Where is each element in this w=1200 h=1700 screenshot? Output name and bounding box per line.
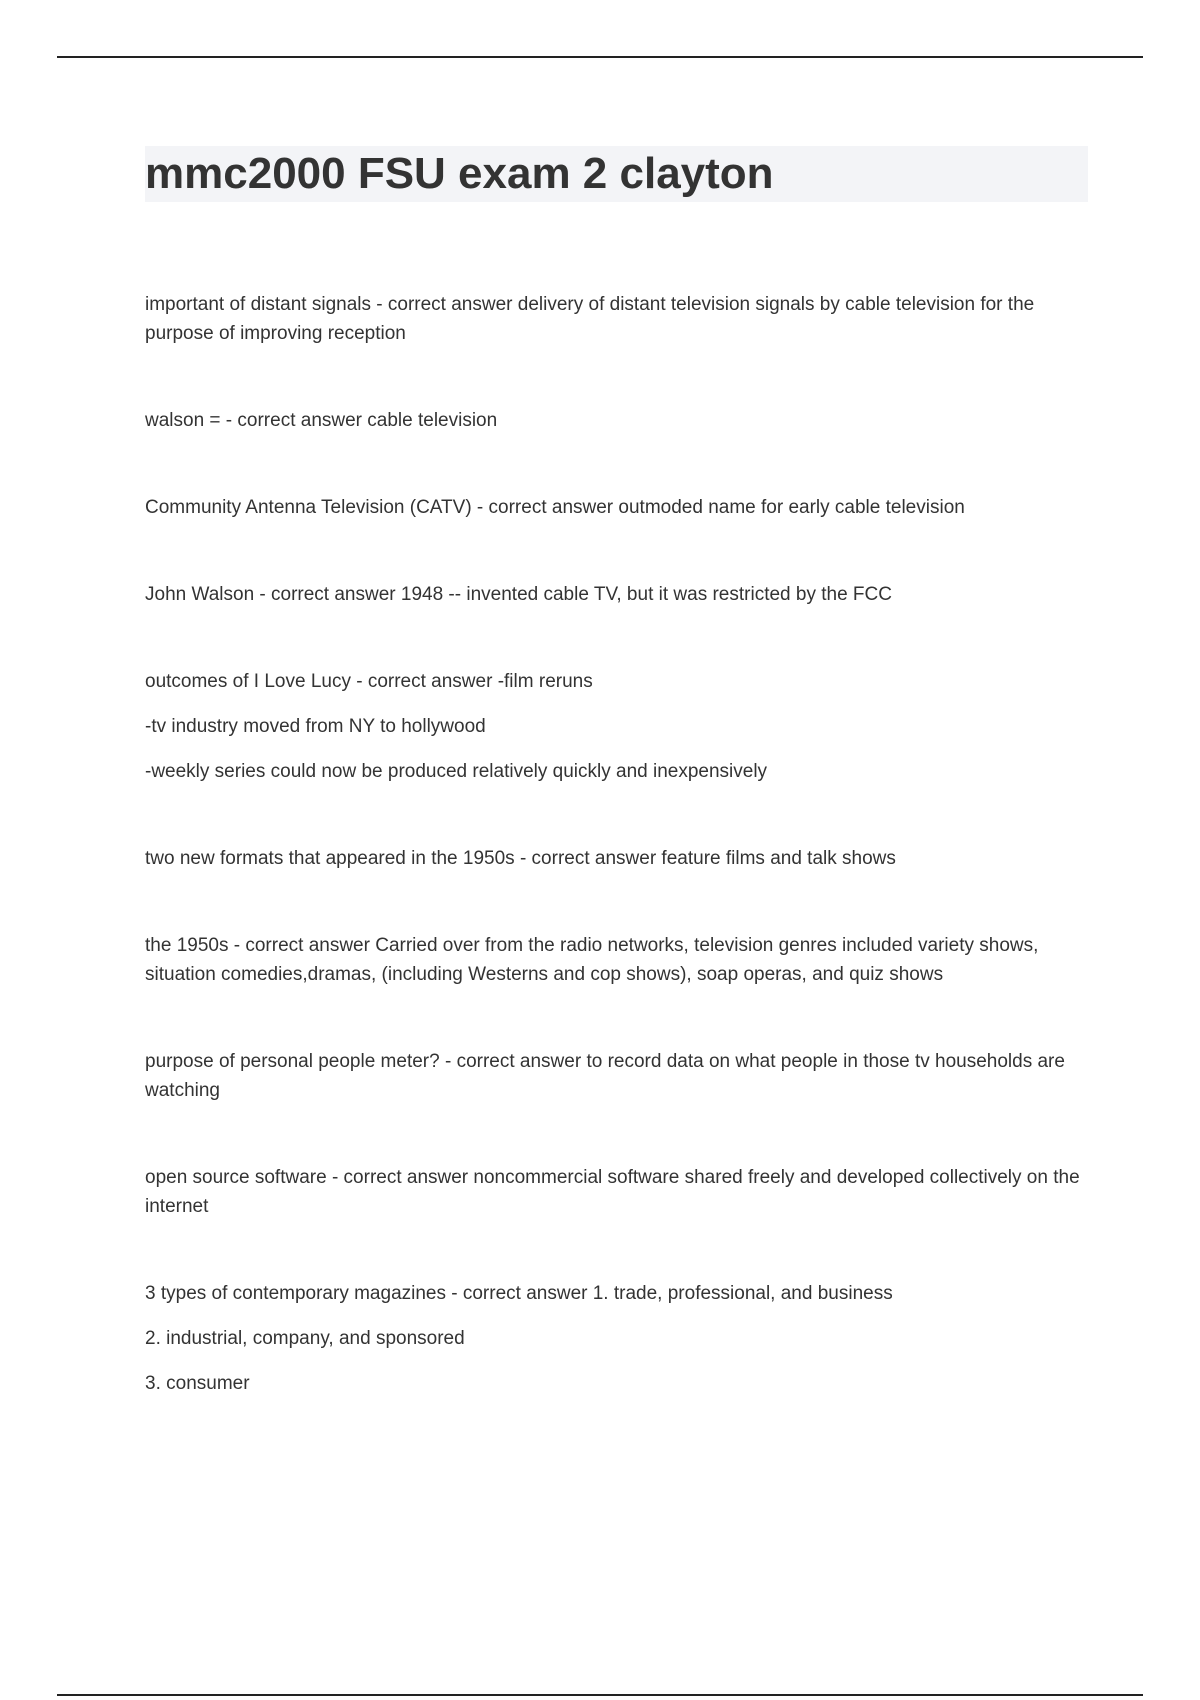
qa-text: walson = - correct answer cable television [145, 410, 498, 431]
qa-continuation: -weekly series could now be produced relatively quickly and inexpensively [145, 761, 768, 782]
top-divider [57, 56, 1143, 58]
qa-continuation: 2. industrial, company, and sponsored [145, 1328, 465, 1349]
qa-text: 3 types of contemporary magazines - correct answer 1. trade, professional, and business [145, 1283, 893, 1304]
qa-text: outcomes of I Love Lucy - correct answer -film reruns [145, 671, 593, 692]
qa-text: purpose of personal people meter? - correct answer to record data on what people in those tv households are watching [145, 1051, 1065, 1101]
qa-text: Community Antenna Television (CATV) - correct answer outmoded name for early cable television [145, 497, 965, 518]
qa-entry [145, 1279, 1090, 1398]
qa-text: the 1950s - correct answer Carried over from the radio networks, television genres included variety shows, situation comedies,dramas, (including Westerns and cop shows), soap operas, and quiz shows [145, 935, 1039, 985]
qa-entry [145, 290, 1090, 348]
qa-continuation: -tv industry moved from NY to hollywood [145, 716, 486, 737]
qa-entry [145, 406, 1090, 435]
qa-entry [145, 580, 1090, 609]
qa-text: important of distant signals - correct answer delivery of distant television signals by cable television for the purpose of improving reception [145, 294, 1035, 344]
qa-entry [145, 1047, 1090, 1105]
qa-text: open source software - correct answer noncommercial software shared freely and developed collectively on the internet [145, 1167, 1080, 1217]
qa-text: two new formats that appeared in the 1950s - correct answer feature films and talk shows [145, 848, 896, 869]
qa-entry [145, 667, 1090, 786]
qa-continuation: 3. consumer [145, 1373, 250, 1394]
qa-entry [145, 1163, 1090, 1221]
page-title: mmc2000 FSU exam 2 clayton [145, 149, 774, 198]
qa-entry [145, 844, 1090, 873]
qa-text: John Walson - correct answer 1948 -- invented cable TV, but it was restricted by the FCC [145, 584, 892, 605]
qa-list [145, 290, 1090, 1456]
bottom-divider [57, 1694, 1143, 1696]
qa-entry [145, 931, 1090, 989]
qa-entry [145, 493, 1090, 522]
